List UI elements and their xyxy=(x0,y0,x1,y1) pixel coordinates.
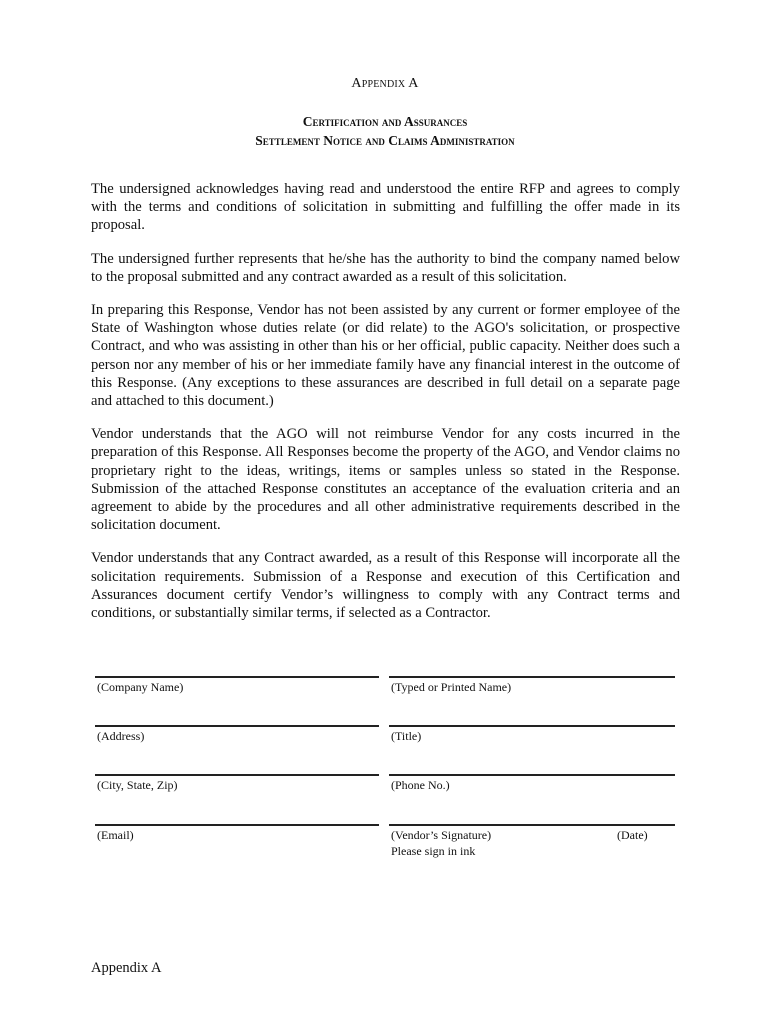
certification-title-line2: Settlement Notice and Claims Administration xyxy=(255,133,515,148)
company-name-label: (Company Name) xyxy=(97,680,184,694)
paragraph-reimbursement: Vendor understands that the AGO will not reimburse Vendor for any costs incurred in the preparation of this Response. All Responses become the property of the AGO, and Vendor claims no proprietary right to the ideas, writings, items or samples unless so stated in the Response. Submission of the attached Response constitutes an acceptance of the evaluation criteria and an agreement to abide by the procedures and all other administrative requirements described in the solicitation document. xyxy=(91,426,680,534)
title-label: (Title) xyxy=(391,729,422,743)
city-state-zip-label: (City, State, Zip) xyxy=(97,778,178,792)
phone-label: (Phone No.) xyxy=(391,778,450,792)
paragraph-contract-terms: Vendor understands that any Contract awarded, as a result of this Response will incorporate all the solicitation requirements. Submission of a Response and execution of this Certification and Assurances document certify Vendor’s willingness to comply with any Contract terms and conditions, or substantially similar terms, if selected as a Contractor. xyxy=(91,550,680,622)
vendor-signature-label: (Vendor’s Signature) xyxy=(391,828,492,842)
signature-block xyxy=(0,674,770,874)
typed-name-line[interactable] xyxy=(389,676,675,678)
date-label: (Date) xyxy=(617,828,648,842)
paragraph-assistance: In preparing this Response, Vendor has not been assisted by any current or former employee of the State of Washington whose duties relate (or did relate) to the AGO's solicitation, or prospective Contract, and who was assisting in other than his or her official, public capacity. Neither does such a person nor any member of his or her immediate family have any financial interest in the outcome of this Response. (Any exceptions to these assurances are described in full detail on a separate page and attached to this document.) xyxy=(91,302,680,410)
body-text xyxy=(91,180,680,637)
paragraph-authority: The undersigned further represents that he/she has the authority to bind the company named below to the proposal submitted and any contract awarded as a result of this solicitation. xyxy=(91,250,680,285)
vendor-signature-line[interactable] xyxy=(389,824,675,826)
sign-in-ink-note: Please sign in ink xyxy=(391,844,476,858)
certification-title xyxy=(0,112,770,150)
address-line[interactable] xyxy=(95,725,379,727)
city-state-zip-line[interactable] xyxy=(95,774,379,776)
email-label: (Email) xyxy=(97,828,134,842)
email-line[interactable] xyxy=(95,824,379,826)
appendix-heading: Appendix A xyxy=(351,76,419,91)
page-footer: Appendix A xyxy=(91,960,162,976)
certification-title-line1: Certification and Assurances xyxy=(302,114,468,129)
phone-line[interactable] xyxy=(389,774,675,776)
title-line[interactable] xyxy=(389,725,675,727)
company-name-line[interactable] xyxy=(95,676,379,678)
address-label: (Address) xyxy=(97,729,145,743)
paragraph-acknowledgement: The undersigned acknowledges having read and understood the entire RFP and agrees to comply with the terms and conditions of solicitation in submitting and fulfilling the offer made in its proposal. xyxy=(91,181,680,234)
typed-name-label: (Typed or Printed Name) xyxy=(391,680,512,694)
